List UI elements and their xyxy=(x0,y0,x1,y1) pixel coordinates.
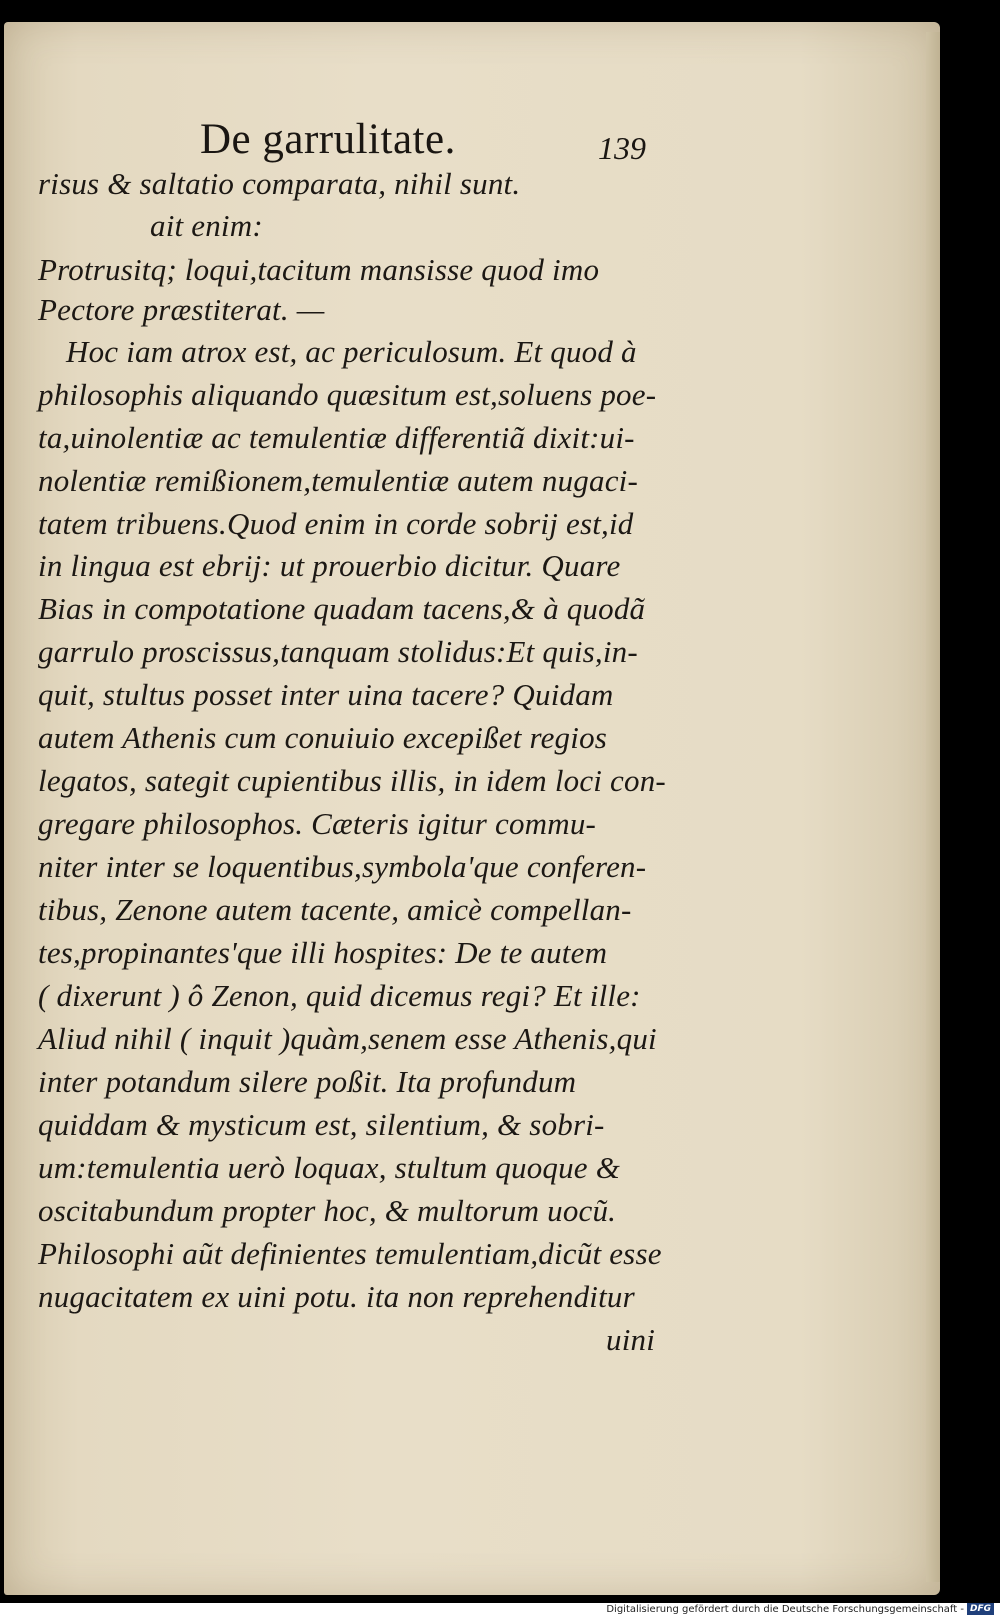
page-number: 139 xyxy=(598,130,646,166)
text-line: quiddam & mysticum est, silentium, & sobri- xyxy=(38,1107,605,1142)
text-line: ait enim: xyxy=(150,208,263,243)
text-line: oscitabundum propter hoc, & multorum uocũ. xyxy=(38,1193,617,1228)
text-line: autem Athenis cum conuiuio excepißet regios xyxy=(38,720,608,755)
text-line: garrulo proscissus,tanquam stolidus:Et quis,in- xyxy=(38,634,638,669)
text-line: tibus, Zenone autem tacente, amicè compellan- xyxy=(38,892,632,927)
text-line: Pectore præstiterat. — xyxy=(38,292,325,327)
catchword: uini xyxy=(606,1322,656,1357)
text-line: Protrusitq; loqui,tacitum mansisse quod imo xyxy=(38,252,600,287)
running-title: De garrulitate. xyxy=(200,116,456,163)
text-line: quit, stultus posset inter uina tacere? Quidam xyxy=(38,677,614,712)
text-line: Bias in compotatione quadam tacens,& à quodã xyxy=(38,591,646,626)
text-line: ( dixerunt ) ô Zenon, quid dicemus regi? Et ille: xyxy=(38,978,641,1013)
text-line: in lingua est ebrij: ut prouerbio dicitur. Quare xyxy=(38,548,621,583)
text-line: um:temulentia uerò loquax, stultum quoque & xyxy=(38,1150,621,1185)
text-line: Hoc iam atrox est, ac periculosum. Et quod à xyxy=(66,334,637,369)
text-line: tes,propinantes'que illi hospites: De te autem xyxy=(38,935,608,970)
text-line: ta,uinolentiæ ac temulentiæ differentiã dixit:ui- xyxy=(38,420,635,455)
digitization-credit xyxy=(606,1603,994,1615)
text-line: nugacitatem ex uini potu. ita non reprehenditur xyxy=(38,1279,635,1314)
text-line: tatem tribuens.Quod enim in corde sobrij est,id xyxy=(38,506,634,541)
dfg-logo: DFG xyxy=(967,1603,994,1615)
text-line: nolentiæ remißionem,temulentiæ autem nugaci- xyxy=(38,463,638,498)
credit-text: Digitalisierung gefördert durch die Deutsche Forschungsgemeinschaft - xyxy=(606,1603,964,1615)
text-line: philosophis aliquando quæsitum est,soluens poe- xyxy=(38,377,657,412)
text-line: gregare philosophos. Cæteris igitur commu- xyxy=(38,806,597,841)
text-line: inter potandum silere poßit. Ita profundum xyxy=(38,1064,577,1099)
text-line: Aliud nihil ( inquit )quàm,senem esse Athenis,qui xyxy=(38,1021,657,1056)
text-line: niter inter se loquentibus,symbola'que conferen- xyxy=(38,849,647,884)
text-line: legatos, sategit cupientibus illis, in idem loci con- xyxy=(38,763,666,798)
text-line: risus & saltatio comparata, nihil sunt. xyxy=(38,166,521,201)
page-edge xyxy=(926,32,940,1582)
text-line: Philosophi aũt definientes temulentiam,dicũt esse xyxy=(38,1236,662,1271)
